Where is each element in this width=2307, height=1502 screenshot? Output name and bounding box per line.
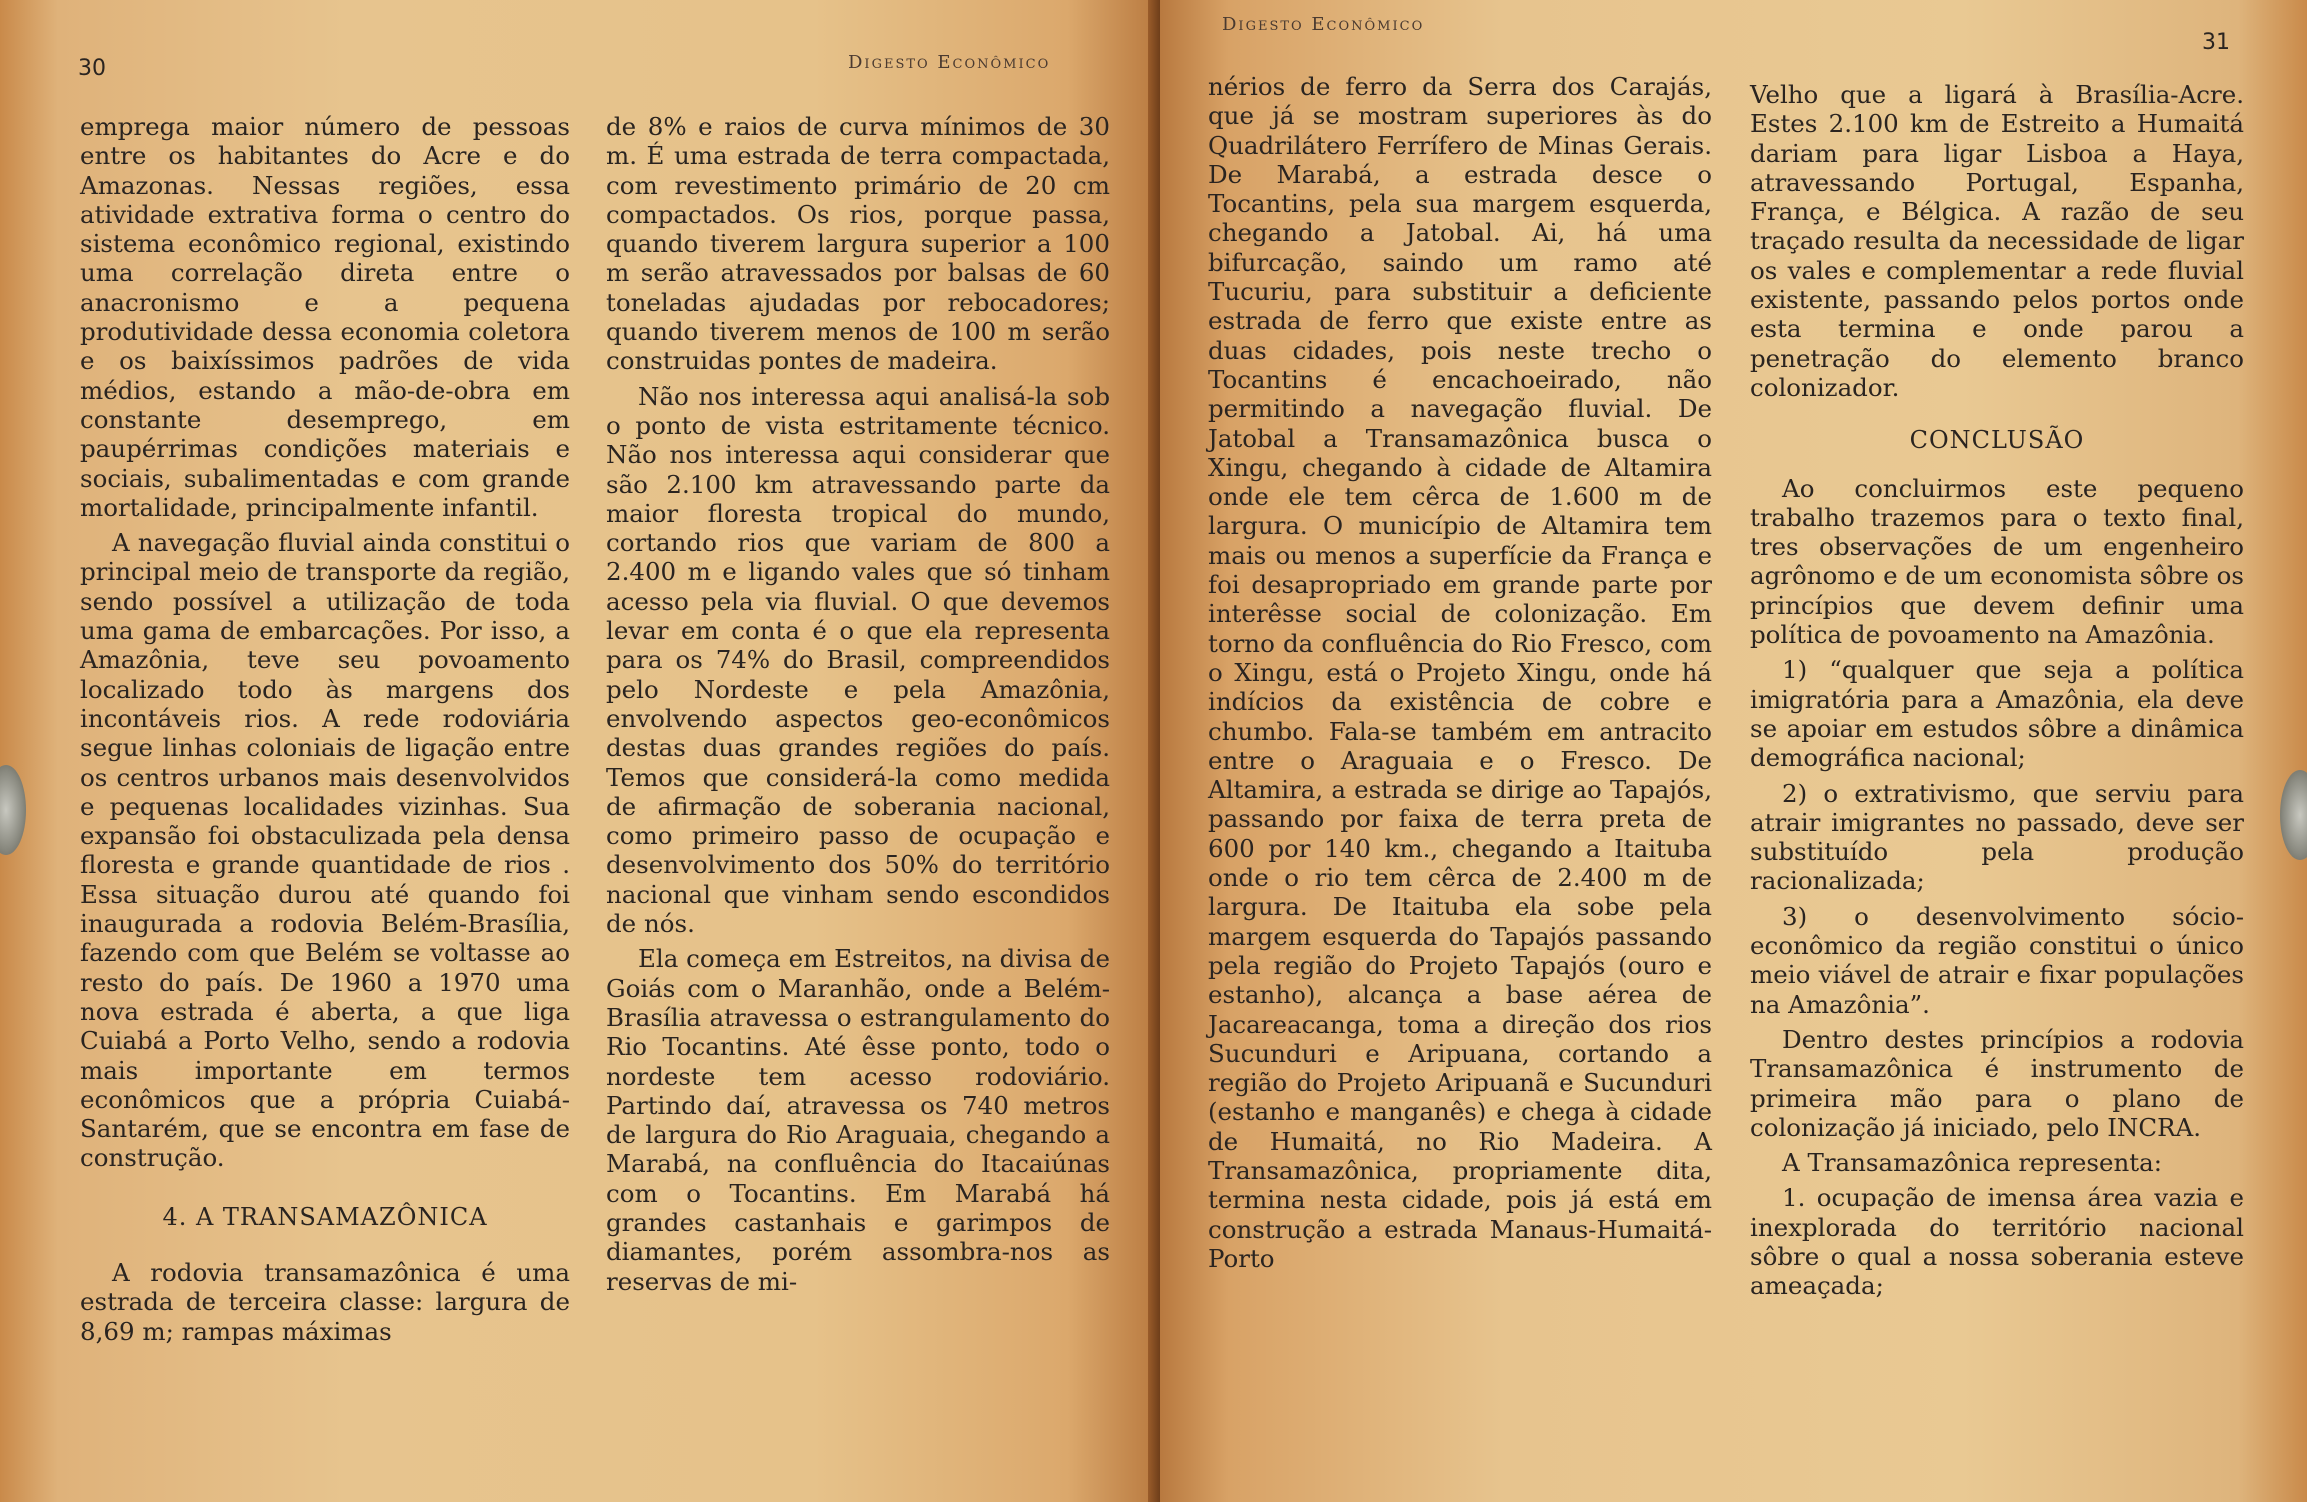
list-item: 2) o extrativismo, que serviu para atrair imigrantes no passado, deve ser substituído pela produção racionalizada;: [1750, 778, 2244, 896]
paragraph: Ao concluirmos este pequeno trabalho trazemos para o texto final, tres observações de um engenheiro agrônomo e de um economista sôbre os princípios que devem definir uma política de povoamento na Amazônia.: [1750, 473, 2244, 650]
paragraph: emprega maior número de pessoas entre os habitantes do Acre e do Amazonas. Nessas regiões, essa atividade extrativa forma o centro do sistema econômico regional, existindo uma correlação direta entre o anacronismo e a pequena produtividade dessa economia coletora e os baixíssimos padrões de vida médios, estando a mão-de-obra em constante desemprego, em paupérrimas condições materiais e sociais, subalimentadas e com grande mortalidade, principalmente infantil.: [80, 112, 570, 522]
paragraph: de 8% e raios de curva mínimos de 30 m. É uma estrada de terra compactada, com revestimento primário de 20 cm compactados. Os rios, porque passa, quando tiverem largura superior a 100 m serão atravessados por balsas de 60 toneladas ajudadas por rebocadores; quando tiverem menos de 100 m serão construidas pontes de madeira.: [606, 112, 1110, 376]
page-number: 30: [78, 56, 106, 81]
paragraph: Ela começa em Estreitos, na divisa de Goiás com o Maranhão, onde a Belém-Brasília atravessa o estrangulamento do Rio Tocantins. Até êsse ponto, todo o nordeste tem acesso rodoviário. Partindo daí, atravessa os 740 metros de largura do Rio Araguaia, chegando a Marabá, na confluência do Itacaiúnas com o Tocantins. Em Marabá há grandes castanhais e garimpos de diamantes, porém assombra-nos as reservas de mi-: [606, 944, 1110, 1296]
list-item: 3) o desenvolvimento sócio-econômico da região constitui o único meio viável de atrair e fixar populações na Amazônia”.: [1750, 901, 2244, 1019]
paragraph: A navegação fluvial ainda constitui o principal meio de transporte da região, sendo possível a utilização de toda uma gama de embarcações. Por isso, a Amazônia, teve seu povoamento localizado todo às margens dos incontáveis rios. A rede rodoviária segue linhas coloniais de ligação entre os centros urbanos mais desenvolvidos e pequenas localidades vizinhas. Sua expansão foi obstaculizada pela densa floresta e grande quantidade de rios . Essa situação durou até quando foi inaugurada a rodovia Belém-Brasília, fazendo com que Belém se voltasse ao resto do país. De 1960 a 1970 uma nova estrada é aberta, a que liga Cuiabá a Porto Velho, sendo a rodovia mais importante em termos econômicos que a própria Cuiabá-Santarém, que se encontra em fase de construção.: [80, 528, 570, 1173]
section-heading: CONCLUSÃO: [1909, 426, 2085, 455]
running-head: Digesto Econômico: [1222, 14, 1425, 35]
paragraph: Não nos interessa aqui analisá-la sob o ponto de vista estritamente técnico. Não nos interessa aqui considerar que são 2.100 km atravessando parte da maior floresta tropical do mundo, cortando rios que variam de 800 a 2.400 m e ligando vales que só tinham acesso pela via fluvial. O que devemos levar em conta é o que ela representa para os 74% do Brasil, compreendidos pelo Nordeste e pela Amazônia, envolvendo aspectos geo-econômicos destas duas grandes regiões do país. Temos que considerá-la como medida de afirmação de soberania nacional, como primeiro passo de ocupação e desenvolvimento dos 50% do território nacional que vinham sendo escondidos de nós.: [606, 381, 1110, 939]
list-item: 1. ocupação de imensa área vazia e inexplorada do território nacional sôbre o qual a nossa soberania esteve ameaçada;: [1750, 1183, 2244, 1301]
paragraph: A rodovia transamazônica é uma estrada de terceira classe: largura de 8,69 m; rampas máximas: [80, 1257, 570, 1346]
paragraph: nérios de ferro da Serra dos Carajás, que já se mostram superiores às do Quadrilátero Ferrífero de Minas Gerais. De Marabá, a estrada desce o Tocantins, pela sua margem esquerda, chegando a Jatobal. Ai, há uma bifurcação, saindo um ramo até Tucuriu, para substituir a deficiente estrada de ferro que existe entre as duas cidades, pois neste trecho o Tocantins é encachoeirado, não permitindo a navegação fluvial. De Jatobal a Transamazônica busca o Xingu, chegando à cidade de Altamira onde ele tem cêrca de 1.600 m de largura. O município de Altamira tem mais ou menos a superfície da França e foi desapropriado em grande parte por interêsse social de colonização. Em torno da confluência do Rio Fresco, com o Xingu, está o Projeto Xingu, onde há indícios da existência de cobre e chumbo. Fala-se também em antracito entre o Araguaia e o Fresco. De Altamira, a estrada se dirige ao Tapajós, passando por faixa de terra preta de 600 por 140 km., chegando a Itaituba onde o rio tem cêrca de 2.400 m de largura. De Itaituba ela sobe pela margem esquerda do Tapajós passando pela região do Projeto Tapajós (ouro e estanho), alcança a base aérea de Jacareacanga, toma a direção dos rios Sucunduri e Aripuana, cortando a região do Projeto Aripuanã e Sucunduri (estanho e manganês) e chega à cidade de Humaitá, no Rio Madeira. A Transamazônica, propriamente dita, termina nesta cidade, pois já está em construção a estrada Manaus-Humaitá-Porto: [1208, 72, 1712, 1273]
page-number: 31: [2202, 30, 2230, 55]
paragraph: Velho que a ligará à Brasília-Acre. Estes 2.100 km de Estreito a Humaitá dariam para ligar Lisboa a Haya, atravessando Portugal, Espanha, França, e Bélgica. A razão de seu traçado resulta da necessidade de ligar os vales e complementar a rede fluvial existente, passando pelos portos onde esta termina e onde parou a penetração do elemento branco colonizador.: [1750, 80, 2244, 402]
left-column-1: [80, 112, 570, 1346]
right-column-2: [1750, 80, 2244, 1301]
right-column-1: [1208, 72, 1712, 1273]
running-head: Digesto Econômico: [848, 52, 1051, 73]
paragraph: Dentro destes princípios a rodovia Transamazônica é instrumento de primeira mão para o plano de colonização já iniciado, pelo INCRA.: [1750, 1024, 2244, 1142]
list-item: 1) “qualquer que seja a política imigratória para a Amazônia, ela deve se apoiar em estudos sôbre a dinâmica demográfica nacional;: [1750, 655, 2244, 773]
left-column-2: [606, 112, 1110, 1296]
right-page: [1160, 0, 2307, 1502]
section-heading: 4. A TRANSAMAZÔNICA: [162, 1202, 488, 1231]
paragraph: A Transamazônica representa:: [1782, 1148, 2162, 1178]
